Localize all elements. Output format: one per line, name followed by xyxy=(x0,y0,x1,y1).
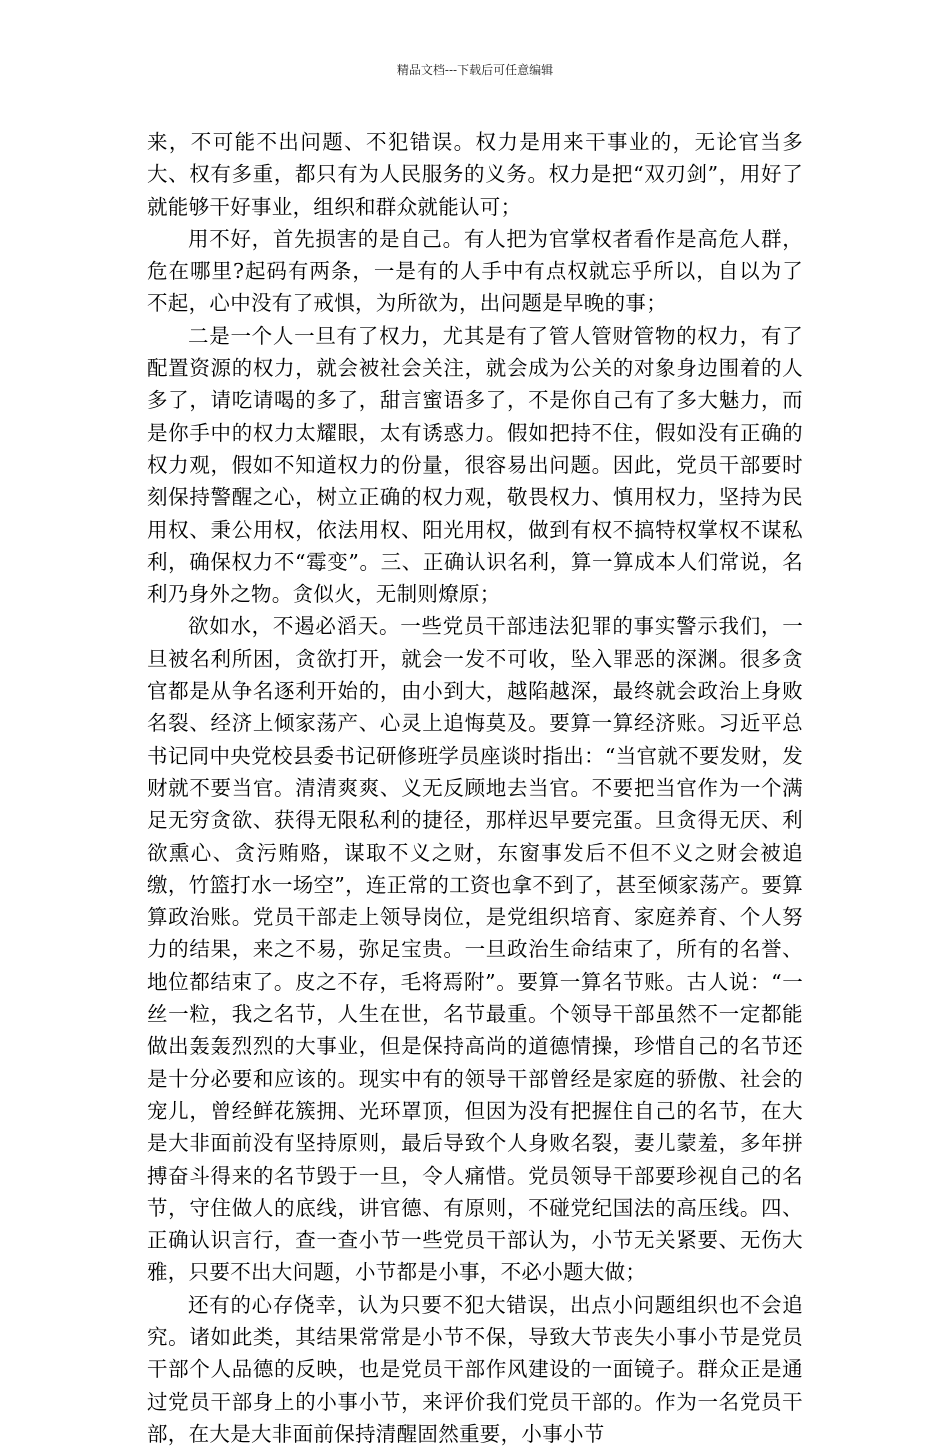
paragraph-1: 来，不可能不出问题、不犯错误。权力是用来干事业的，无论官当多大、权有多重，都只有为人民服务的义务。权力是把“双刃剑”，用好了就能够干好事业，组织和群众就能认可； xyxy=(147,130,803,219)
paragraph-2: 用不好，首先损害的是自己。有人把为官掌权者看作是高危人群，危在哪里?起码有两条，一是有的人手中有点权就忘乎所以，自以为了不起，心中没有了戒惧，为所欲为，出问题是早晚的事； xyxy=(147,226,803,316)
paragraph-4: 欲如水，不遏必滔天。一些党员干部违法犯罪的事实警示我们，一旦被名利所困，贪欲打开，就会一发不可收，坠入罪恶的深渊。很多贪官都是从争名逐利开始的，由小到大，越陷越深，最终就会政治上身败名裂、经济上倾家荡产、心灵上追悔莫及。要算一算经济账。习近平总书记同中央党校县委书记研修班学员座谈时指出：“当官就不要发财，发财就不要当官。清清爽爽、义无反顾地去当官。不要把当官作为一个满足无穷贪欲、获得无限私利的捷径，那样迟早要完蛋。旦贪得无厌、利欲熏心、贪污贿赂，谋取不义之财，东窗事发后不但不义之财会被追缴，竹篮打水一场空”，连正常的工资也拿不到了，甚至倾家荡产。要算算政治账。党员干部走上领导岗位，是党组织培育、家庭养育、个人努力的结果，来之不易，弥足宝贵。一旦政治生命结束了，所有的名誉、地位都结束了。皮之不存，毛将焉附”。要算一算名节账。古人说：“一丝一粒，我之名节，人生在世，名节最重。个领导干部虽然不一定都能做出轰轰烈烈的大事业，但是保持高尚的道德情操，珍惜自己的名节还是十分必要和应该的。现实中有的领导干部曾经是家庭的骄傲、社会的宠儿，曾经鲜花簇拥、光环罩顶，但因为没有把握住自己的名节，在大是大非面前没有坚持原则，最后导致个人身败名裂，妻儿蒙羞，多年拼搏奋斗得来的名节毁于一旦，令人痛惜。党员领导干部要珍视自己的名节，守住做人的底线，讲官德、有原则，不碰党纪国法的高压线。四、正确认识言行，查一查小节一些党员干部认为，小节无关紧要、无伤大雅，只要不出大问题，小节都是小事，不必小题大做； xyxy=(147,614,803,1285)
page-header: 精品文档---下载后可任意编辑 xyxy=(396,63,554,77)
paragraph-3: 二是一个人一旦有了权力，尤其是有了管人管财管物的权力，有了配置资源的权力，就会被社会关注，就会成为公关的对象身边围着的人多了，请吃请喝的多了，甜言蜜语多了，不是你自己有了多大魅力，而是你手中的权力太耀眼，太有诱惑力。假如把持不住，假如没有正确的权力观，假如不知道权力的份量，很容易出问题。因此，党员干部要时刻保持警醒之心，树立正确的权力观，敬畏权力、慎用权力，坚持为民用权、秉公用权，依法用权、阳光用权，做到有权不搞特权掌权不谋私利，确保权力不“霉变”。三、正确认识名利，算一算成本人们常说，名利乃身外之物。贪似火，无制则燎原； xyxy=(147,323,803,607)
document-body xyxy=(147,126,803,1450)
paragraph-5: 还有的心存侥幸，认为只要不犯大错误，出点小问题组织也不会追究。诸如此类，其结果常常是小节不保，导致大节丧失小事小节是党员干部个人品德的反映，也是党员干部作风建设的一面镜子。群众正是通过党员干部身上的小事小节，来评价我们党员干部的。作为一名党员干部，在大是大非面前保持清醒固然重要，小事小节 xyxy=(147,1292,803,1446)
